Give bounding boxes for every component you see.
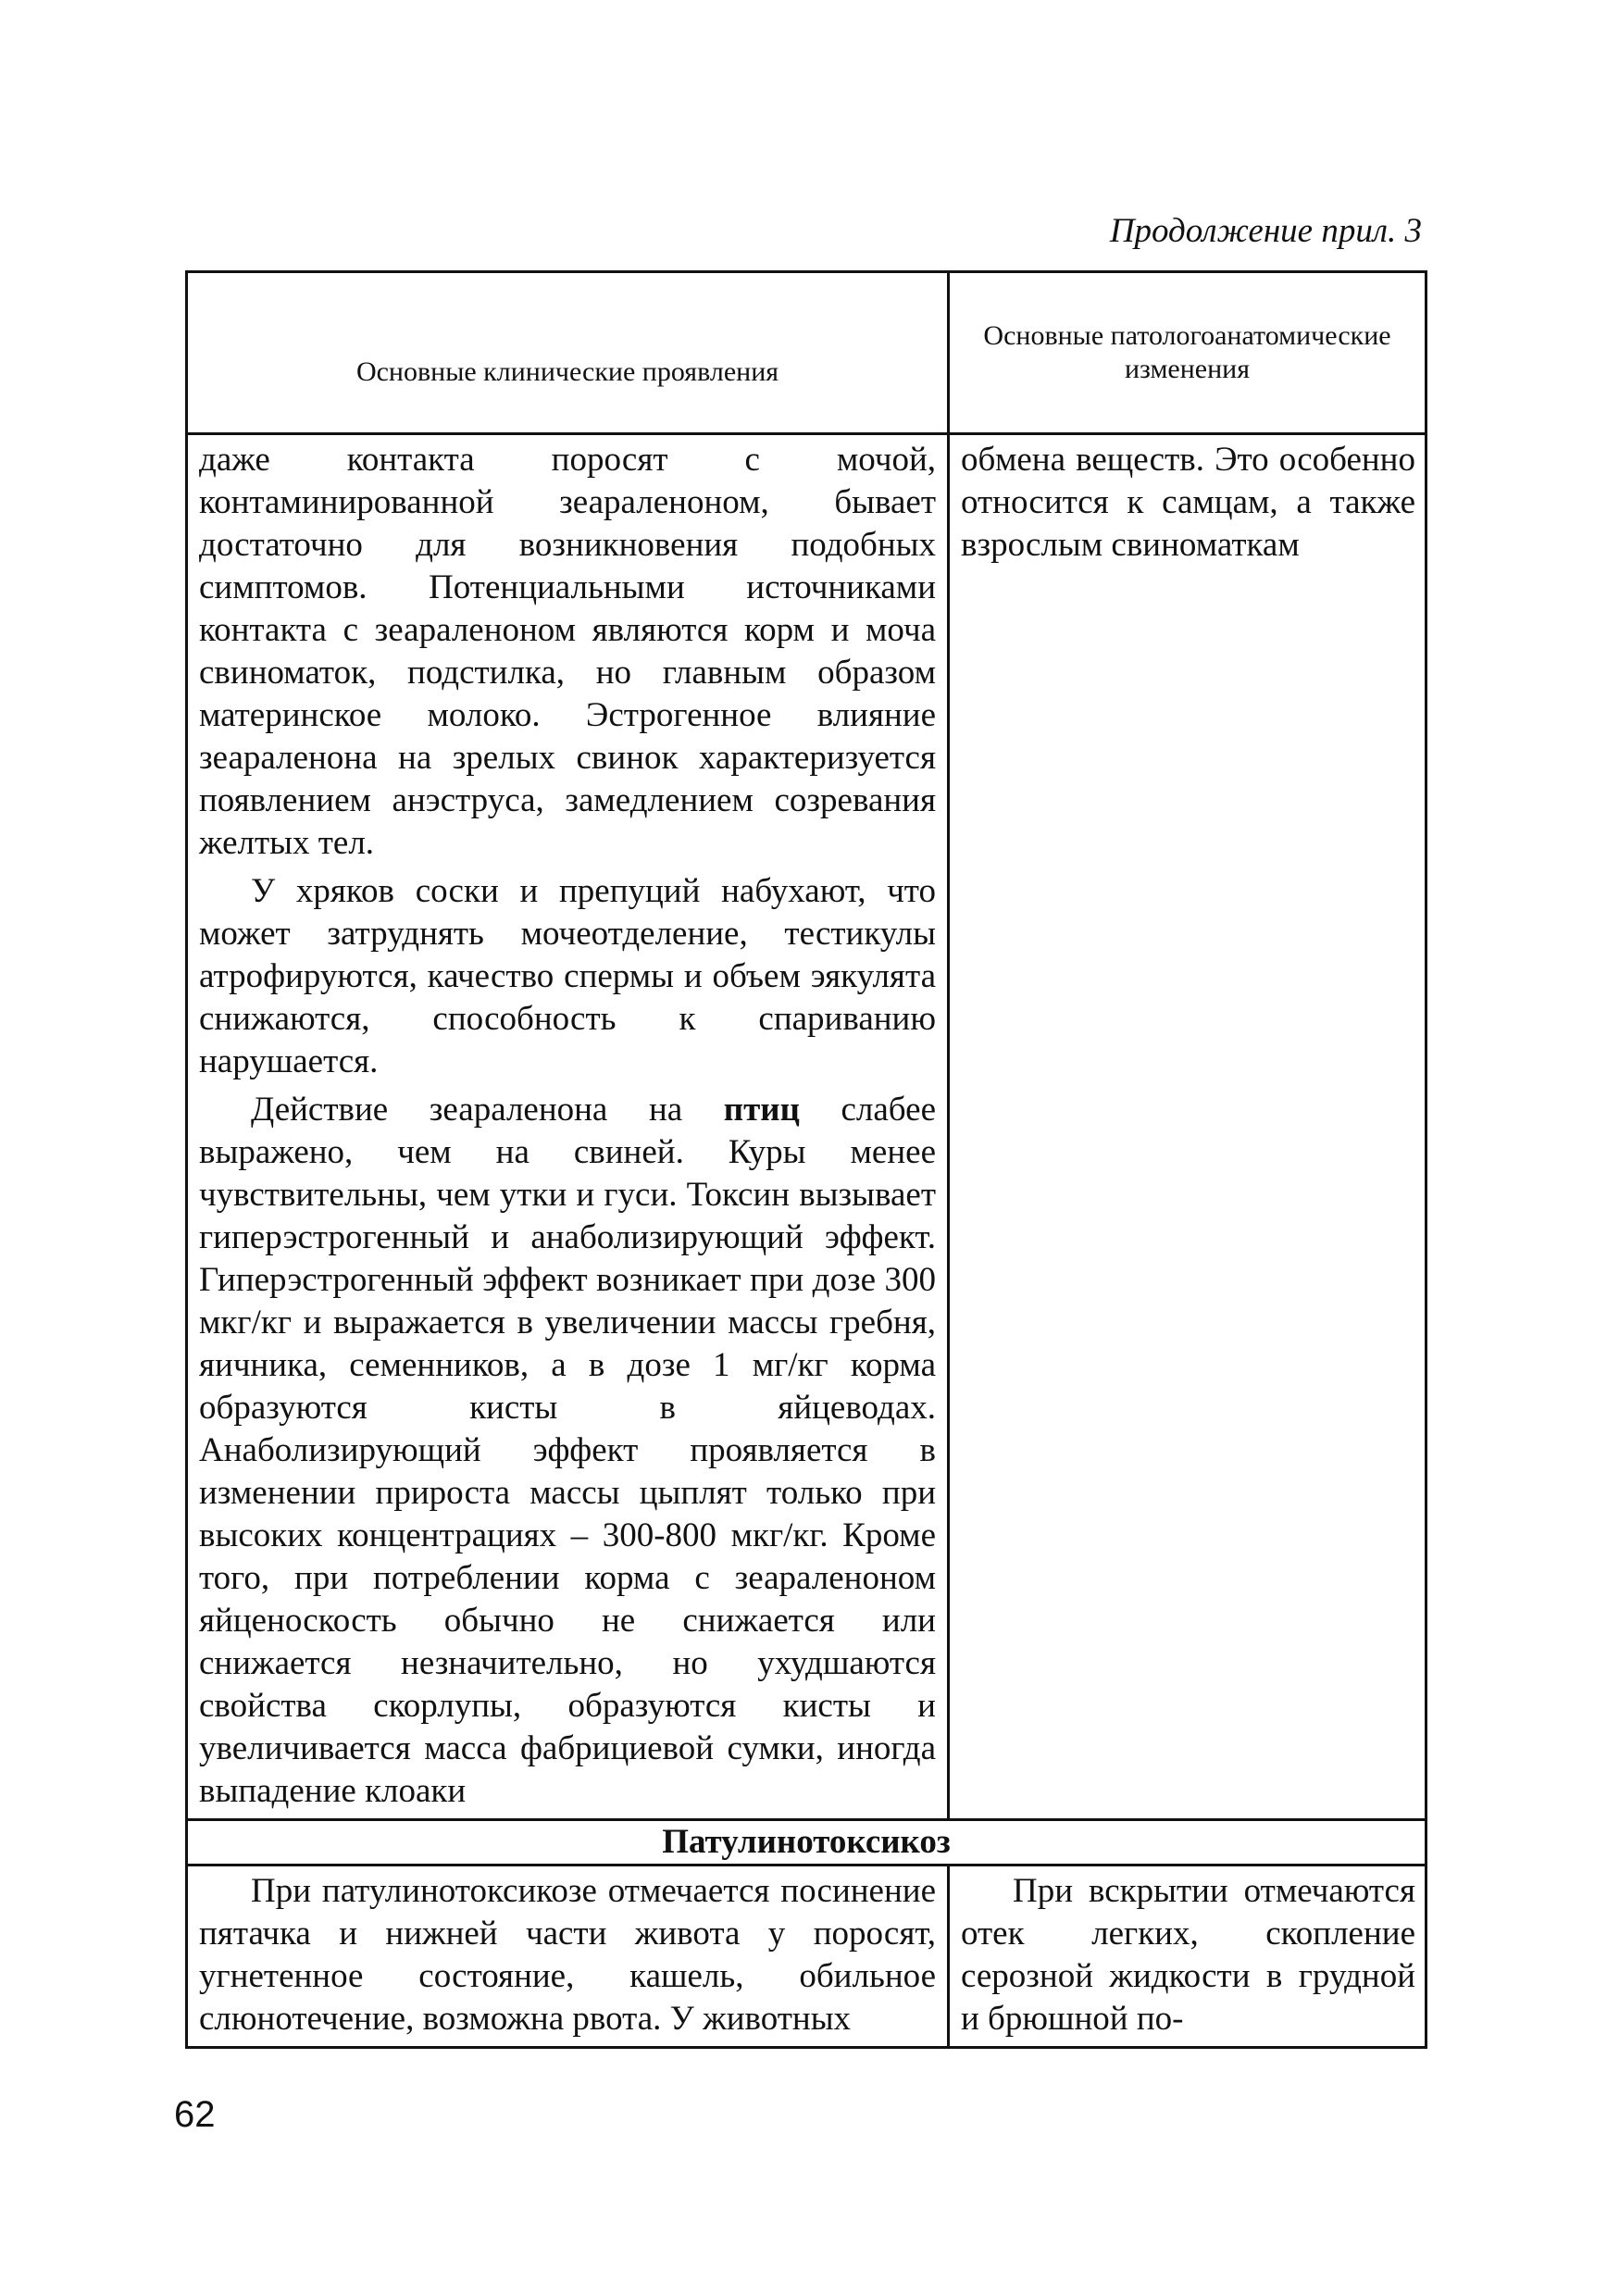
- table-row: [187, 1866, 1426, 2048]
- paragraph-text: слабее выражено, чем на свиней. Куры менее чувствительны, чем утки и гуси. Токсин вызывает гиперэстрогенный и анаболизирующий эффект. Гиперэстрогенный эффект возникает при дозе 300 мкг/кг и выражается в увеличении массы гребня, яичника, семенников, а в дозе 1 мг/кг корма образуются кисты в яйцеводах. Анаболизирующий эффект проявляется в изменении прироста массы цыплят только при высоких концентрациях – 300-800 мкг/кг. Кроме того, при потреблении корма с зеараленоном яйценоскость обычно не снижается или снижается незначительно, но ухудшаются свойства скорлупы, образуются кисты и увеличивается масса фабрициевой сумки, иногда выпадение клоаки: [199, 1091, 936, 1810]
- table-header-row: [187, 272, 1426, 434]
- pathology-paragraph: обмена веществ. Это особенно относится к самцам, а также взрослым свиноматкам: [961, 441, 1415, 564]
- section-row: [187, 1820, 1426, 1866]
- bold-term: птиц: [723, 1091, 800, 1129]
- header-clinical-manifestations: Основные клинические проявления: [187, 272, 949, 434]
- clinical-paragraph: даже контакта поросят с мочой, контаминированной зеараленоном, бывает достаточно для возникновения подобных симптомов. Потенциальными источниками контакта с зеараленоном являются корм и моча свиноматок, подстилка, но главным образом материнское молоко. Эстрогенное влияние зеараленона на зрелых свинок характеризуется появлением анэструса, замедлением созревания желтых тел.: [199, 441, 936, 862]
- clinical-cell: [187, 1866, 949, 2048]
- table-row: [187, 434, 1426, 1820]
- header-pathological-changes: Основные патологоанатомические изменения: [949, 272, 1426, 434]
- appendix-caption: Продолжение прил. 3: [1109, 212, 1422, 250]
- pathology-paragraph: При вскрытии отмечаются отек легких, скопление серозной жидкости в грудной и брюшной по-: [961, 1872, 1415, 2038]
- clinical-paragraph: У хряков соски и препуций набухают, что может затруднять мочеотделение, тестикулы атрофируются, качество спермы и объем эякулята снижаются, способность к спариванию нарушается.: [199, 872, 936, 1080]
- paragraph-text: Действие зеараленона на: [251, 1091, 683, 1129]
- page-number: 62: [174, 2094, 216, 2135]
- appendix-table: [185, 270, 1427, 2049]
- pathology-cell: [949, 434, 1426, 1820]
- section-title: Патулинотоксикоз: [187, 1820, 1426, 1866]
- clinical-cell: [187, 434, 949, 1820]
- pathology-cell: [949, 1866, 1426, 2048]
- clinical-paragraph: [199, 1089, 936, 1813]
- clinical-paragraph: При патулинотоксикозе отмечается посинение пятачка и нижней части живота у поросят, угнетенное состояние, кашель, обильное слюнотечение, возможна рвота. У животных: [199, 1872, 936, 2038]
